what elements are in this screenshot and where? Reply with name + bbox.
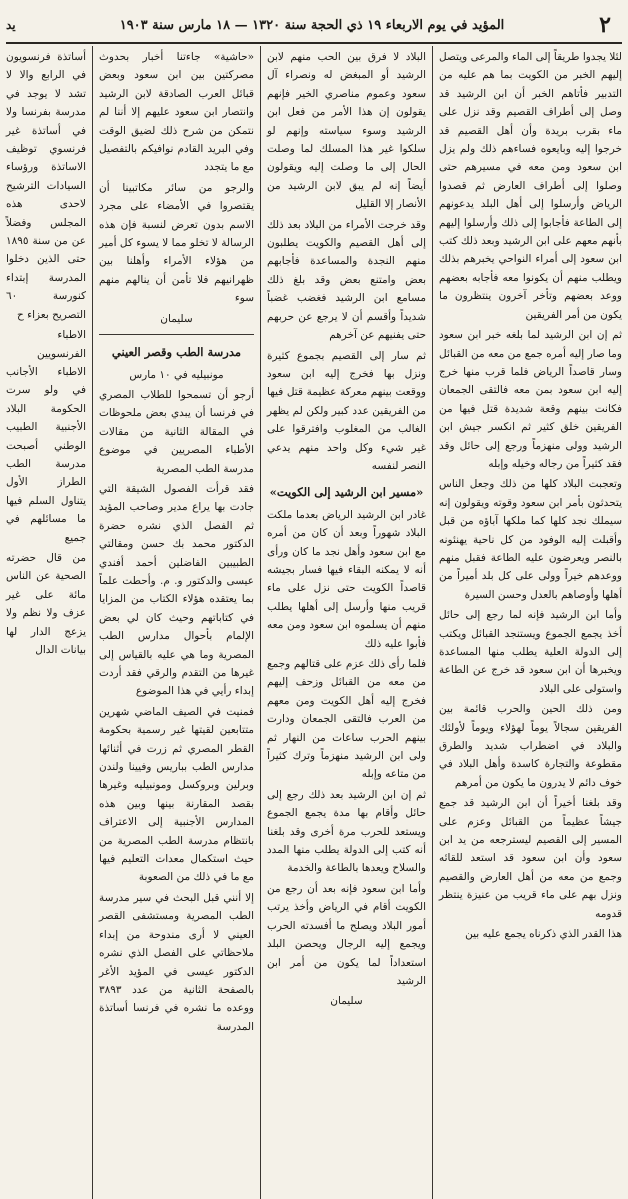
paragraph: وتعجبت البلاد كلها من ذلك وجعل الناس يتحدثون بأمر ابن سعود وقوته ويقولون إنه سيملك نجد كلها كما ملكها آباؤه من قبل وأقبلت إليه الوفود من كل ناحية يهنئونه بالنصر ويعرضون عليه الطاعة فقبل منهم ووعدهم خيراً وولى على كل بلد أميراً من أهلها وأوصاهم بالعدل وحسن السيرة (439, 478, 622, 601)
paragraph: وقد بلغنا أخيراً أن ابن الرشيد قد جمع جيشاً عظيماً من القبائل وعزم على المسير إلى القصيم ليسترجعه من يد ابن سعود وأن ابن سعود قد استعد للقائه وجمع من معه من أهل العارض والقصيم ونزل بهم على ماء قريب من عنيزة ينتظر قدومه (439, 797, 622, 920)
paragraph: ثم إن ابن الرشيد لما بلغه خبر ابن سعود وما صار إليه أمره جمع من معه من القبائل وسار قاصداً الرياض فلما قرب منها خرج إليه ابن سعود بمن معه فالتقى الجمعان فكانت بينهم وقعة شديدة قتل فيها من الفريقين خلق كثير ثم انكسر جيش ابن الرشيد وولى منهزماً ورجع إلى حائل وقد فقد كثيراً من رجاله وخيله وإبله (439, 329, 622, 470)
paragraph: غادر ابن الرشيد الرياض بعدما ملكت البلاد شهوراً وبعد أن كان من أمره مع ابن سعود وأهل نجد ما كان ورأى أنه لا يمكنه البقاء فيها فسار بجيشه قاصداً الكويت حتى نزل على ماء قريب منها وأرسل إلى أهلها يطلب منهم أن يسلموه ابن سعود ومن معه فأبوا عليه ذلك (267, 508, 426, 650)
divider (99, 334, 254, 335)
paragraph: من قال حضرته الصحية عن الناس مائة على غير عزف ولا نظم ولا يزعج الدار لها بيانات الدال (6, 551, 86, 656)
column-4-partial (0, 46, 92, 1199)
author-signature: سليمان (160, 312, 193, 325)
paragraph: الاطباء الفرنسويين الاطباء الأجانب في ولو سرت الحكومة البلاد الأجنبية الطبيب الوطني أصبحت مدرسة الطب الطراز الأول يتناول السلم فيها ما مسائلهم في جميع (6, 329, 86, 544)
paragraph: وقد خرجت الأمراء من البلاد بعد ذلك إلى أهل القصيم والكويت يطلبون منهم النجدة والمساعدة فأجابهم بعض وامتنع بعض وقد بلغ ذلك مسامع ابن الرشيد فغضب غضباً شديداً وأقسم أن لا يرجع عن حربهم حتى يفنيهم عن آخرهم (267, 218, 426, 342)
masthead-dateline: المؤيد في يوم الاربعاء ١٩ ذي الحجة سنة ١٣٢٠ — ١٨ مارس سنة ١٩٠٣ (119, 17, 505, 33)
closing-line: هذا القدر الذي ذكرناه يجمع عليه بين (465, 928, 622, 941)
author-signature: سليمان (330, 995, 363, 1008)
paragraph: «حاشية» جاءتنا أخبار بحدوث مصركتين بين ابن سعود وبعض قبائل العرب الصادقة لابن الرشيد وانتصار ابن سعود عليهم إلا أننا لم نتمكن من شرح ذلك لضيق الوقت وفي البريد القادم نوافيكم بالتفصيل مع ما يتجدد (99, 51, 254, 174)
paragraph: إلا أنني قبل البحث في سير مدرسة الطب المصرية ومستشفى القصر العيني لا أرى مندوحة من إبداء ملاحظاتي على الفصل الذي نشره الدكتور عيسى في المؤيد الأغر بالصفحة الثانية من عدد ٣٨٩٣ ووعده ما نشره في فرنسا أساتذة المدرسة (99, 891, 254, 1033)
paragraph: ثم سار إلى القصيم بجموع كثيرة ونزل بها فخرج إليه ابن سعود ووقعت بينهم معركة عظيمة قتل فيها من الفريقين عدد كبير ولكن لم يظهر الغالب من المغلوب وافترقوا على غير شيء وكل واحد منهم يدعي النصر لنفسه (267, 349, 426, 472)
paragraph: ثم إن ابن الرشيد بعد ذلك رجع إلى حائل وأقام بها مدة يجمع الجموع ويستعد للحرب مرة أخرى وقد بلغنا أنه كتب إلى الدولة يطلب منها المدد والسلاح ويعدها بالطاعة والخدمة (267, 788, 426, 875)
paragraph: فمنيت في الصيف الماضي شهرين متتابعين لقيتها غير رسمية بحكومة القطر المصري ثم زرت في أثنائها مدارس الطب بباريس وفيينا ولندن وبرلين وبروكسل ومونبيليه وغيرها بقصد المقارنة بينها وبين هذه المدارس الأجنبية إلى الاعتراف بانتظام مدرسة الطب المصرية من حيث استكمال معدات التعليم فيها مع ما في ذلك من الصعوبة (99, 705, 254, 884)
column-1 (432, 46, 628, 1199)
article-columns (0, 46, 628, 1199)
header-left-fragment: يد (6, 18, 16, 32)
paragraph: أرجو أن تسمحوا للطلاب المصري في فرنسا أن يبدي بعض ملحوظات في المقالة الثانية من مقالات الأطباء المصريين في موضوع مدرسة الطب المصرية (99, 388, 254, 475)
dateline: مونبيليه في ١٠ مارس (129, 368, 224, 381)
section-heading: مدرسة الطب وقصر العيني (111, 345, 242, 360)
section-heading: «مسير ابن الرشيد إلى الكويت» (269, 485, 424, 500)
paragraph: وأما ابن سعود فإنه بعد أن رجع من الكويت أقام في الرياض وأخذ يرتب أمور البلاد ويصلح ما أفسدته الحرب ويجمع إليه الرجال ويحصن البلد استعداداً لما يكون من أمر ابن الرشيد (267, 882, 426, 987)
paragraph: أساتذة فرنسويون في الرابع والا لا تشد لا يوجد في مدرسة بفرنسا ولا في أساتذة غير فرنسوي توظيف الاساتذة ورؤساء السيادات الترشيح لاحدى هذه المجلس وفضلاً عن من سنة ١٨٩٥ حتى الذين دخلوا المدرسة إبتداء كنورسة ٦٠ التصريح بعزاء ح (6, 51, 86, 321)
paragraph: فلما رأى ذلك عزم على قتالهم وجمع من معه من القبائل وزحف إليهم فخرج إليه أهل الكويت ومن معهم من العرب فالتقى الجمعان ودارت بينهم الحرب ساعات من النهار ثم ولى ابن الرشيد منهزماً وترك كثيراً من متاعه وإبله (267, 658, 426, 781)
paragraph: البلاد لا فرق بين الحب منهم لابن الرشيد أو المبغض له ونصراء آل سعود وعموم مناصري الخير فإنهم يقولون إن هذا الأمر من فعل ابن الرشيد وسوء سياسته وإنهم لو سلكوا غير هذا المسلك لما وصلت الحال إلى ما وصلت إليه ويقولون أيضاً إنه لم يبق لابن الرشيد من الأنصار إلا القليل (267, 51, 426, 211)
paragraph: وأما ابن الرشيد فإنه لما رجع إلى حائل أخذ يجمع الجموع ويستنجد القبائل ويكتب إلى الدولة العلية يطلب منها المساعدة ويخبرها أن ابن سعود قد خرج عن الطاعة واستولى على البلاد (439, 609, 622, 695)
paragraph: والرجو من سائر مكاتبينا أن يقتصروا في الأمضاء على مجرد الاسم بدون تعرض لنسبة فإن هذه الرسالة لا تخلو مما لا يسوء كل أمير من هؤلاء الأمراء وأهلنا بين ظهرانيهم فلا تأمن أن ينالهم منهم سوء (99, 181, 254, 305)
paragraph: ومن ذلك الحين والحرب قائمة بين الفريقين سجالاً يوماً لهؤلاء ويوماً لأولئك والبلاد في اضطراب شديد والطرق مقطوعة والتجارة كاسدة وأهل البلاد في خوف دائم لا يدرون ما يكون من أمرهم (439, 703, 622, 789)
paragraph: فقد قرأت الفصول الشيقة التي جادت بها يراع مدير وصاحب المؤيد ثم الفصل الذي نشره حضرة الدكتور محمد بك حسن ومقالتي الطبيبين الفاضلين أحمد أفندي عيسى والدكتور و. م. وأحطت علماً بما يعتقده هؤلاء الكتاب من المزايا في كتاباتهم وحيث كان لي بعض الإلمام بأحوال مدارس الطب المصرية وما هي عليه بالقياس إلى غيرها من التقدم والرقي فقد أردت إبداء رأيي في هذا الموضوع (99, 482, 254, 698)
column-3 (92, 46, 260, 1199)
page-number: ٢ (599, 12, 611, 38)
column-2 (260, 46, 432, 1199)
page-header (6, 8, 622, 44)
paragraph: لئلا يجدوا طريقاً إلى الماء والمرعى ويتصل إليهم الخبر من الكويت بما هم عليه من التدبير فأتاهم الخبر أن ابن الرشيد قد وصل إلى أطراف القصيم وقد نزل على ماء بقرب بريدة وأن أهل القصيم قد خرجوا إليه وبايعوه فساءهم ذلك ولم يزل ابن سعود ومن معه في مسيرهم حتى وصلوا إلى أطراف العارض ثم قصدوا الرياض وأرسلوا إلى أهل البلد يدعونهم إلى الطاعة فأجابوا إلى ذلك وأرسلوا إليهم بأنهم معهم على ابن الرشيد وبعد ذلك كتب ابن سعود إلى أمراء النواحي يخبرهم بذلك ويطلب منهم أن يكونوا معه فأجابه بعضهم ووعد بعضهم وتأخر آخرون ينتظرون ما يكون من أمر الفريقين (439, 51, 622, 321)
